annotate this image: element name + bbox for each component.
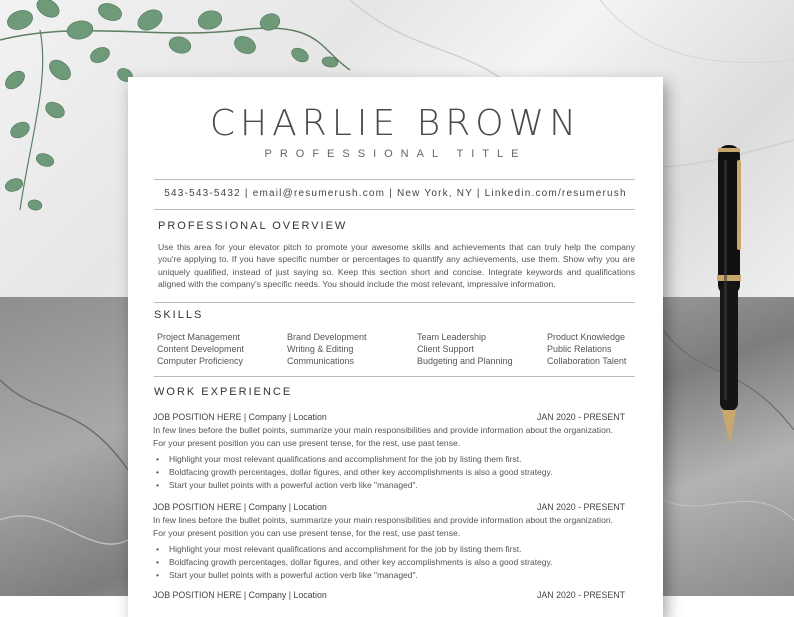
- job-description: [153, 514, 630, 539]
- resume-document: [128, 77, 663, 617]
- job-bullets: [153, 543, 623, 581]
- skills-column: [287, 331, 367, 367]
- skills-column: [547, 331, 626, 367]
- skills-column: [157, 331, 244, 367]
- skill-item: Team Leadership: [417, 332, 487, 342]
- bullet-item: • Boldfacing growth percentages, dollar figures, and other key accomplishments is also a good strategy.: [153, 556, 623, 569]
- job-position: JOB POSITION HERE | Company | Location: [153, 412, 327, 422]
- overview-heading: PROFESSIONAL OVERVIEW: [158, 220, 348, 232]
- job-position: JOB POSITION HERE | Company | Location: [153, 502, 327, 512]
- bullet-item: • Boldfacing growth percentages, dollar figures, and other key accomplishments is also a good strategy.: [153, 466, 623, 479]
- skill-item: Communications: [287, 356, 355, 366]
- job-date: JAN 2020 - PRESENT: [537, 412, 625, 422]
- job-description: [153, 424, 630, 449]
- contact-line: 543-543-5432 | email@resumerush.com | New York, NY | Linkedin.com/resumerush: [164, 188, 627, 199]
- skill-item: Content Development: [157, 344, 245, 354]
- job-header: [153, 590, 625, 600]
- job-bullets: [153, 453, 623, 491]
- divider: [154, 302, 635, 303]
- experience-heading: WORK EXPERIENCE: [154, 386, 293, 398]
- bullet-item: • Highlight your most relevant qualifications and accomplishment for the job by listing them first.: [153, 543, 623, 556]
- skill-item: Client Support: [417, 344, 475, 354]
- job-desc-line: For your present position you can use present tense, for the rest, use past tense.: [153, 437, 461, 448]
- bullet-item: • Start your bullet points with a powerful action verb like "managed".: [153, 479, 623, 492]
- skill-item: Public Relations: [547, 344, 612, 354]
- skill-item: Brand Development: [287, 332, 367, 342]
- professional-title: PROFESSIONAL TITLE: [264, 148, 527, 160]
- job-date: JAN 2020 - PRESENT: [537, 590, 625, 600]
- divider: [154, 376, 635, 377]
- job-header: [153, 412, 625, 422]
- job-header: [153, 502, 625, 512]
- resume-name: CHARLIE BROWN: [209, 103, 582, 144]
- skill-item: Collaboration Talent: [547, 356, 627, 366]
- job-desc-line: For your present position you can use present tense, for the rest, use past tense.: [153, 527, 461, 538]
- skills-heading: SKILLS: [154, 309, 204, 321]
- skill-item: Computer Proficiency: [157, 356, 244, 366]
- fountain-pen: [700, 140, 760, 460]
- skills-column: [417, 331, 513, 367]
- job-date: JAN 2020 - PRESENT: [537, 502, 625, 512]
- divider: [154, 179, 635, 180]
- bullet-item: • Start your bullet points with a powerful action verb like "managed".: [153, 569, 623, 582]
- job-desc-line: In few lines before the bullet points, summarize your main responsibilities and provide information about the organization.: [153, 425, 614, 435]
- skill-item: Product Knowledge: [547, 332, 626, 342]
- skill-item: Budgeting and Planning: [417, 356, 513, 366]
- bullet-item: • Highlight your most relevant qualifications and accomplishment for the job by listing them first.: [153, 453, 623, 466]
- job-desc-line: In few lines before the bullet points, summarize your main responsibilities and provide information about the organization.: [153, 515, 614, 525]
- skill-item: Writing & Editing: [287, 344, 354, 354]
- job-position: JOB POSITION HERE | Company | Location: [153, 590, 327, 600]
- skill-item: Project Management: [157, 332, 241, 342]
- divider: [154, 209, 635, 210]
- overview-text: Use this area for your elevator pitch to promote your awesome skills and achievements that can truly help the company you're applying to. If you have specific number or percentages to quantify any achievements, use them. Show why you are uniquely qualified, instead of just saying so. Keep this section short and concise. Integrate keywords and qualifications aligned with the company's specific needs. You should include the most relevant, impressive information.: [158, 242, 635, 289]
